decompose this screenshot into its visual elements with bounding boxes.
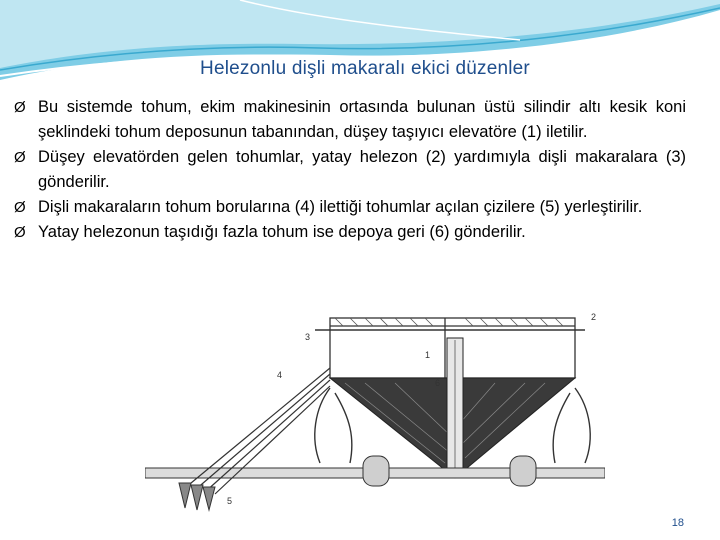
page-number: 18 — [671, 517, 684, 529]
bullet-list — [14, 95, 686, 245]
bullet-item — [14, 95, 686, 145]
diagram-label-1: 1 — [425, 350, 431, 360]
diagram-label-4: 4 — [277, 370, 283, 380]
arrow-bullet-icon: Ø — [14, 149, 26, 166]
bullet-text: Düşey elevatörden gelen tohumlar, yatay helezon (2) yardımıyla dişli makaralara (3) gönderilir. — [38, 148, 686, 191]
support-wheel — [510, 456, 536, 486]
bullet-item — [14, 145, 686, 195]
diagram-label-3: 3 — [305, 332, 311, 342]
arrow-bullet-icon: Ø — [14, 224, 26, 241]
slide-title: Helezonlu dişli makaralı ekici düzenler — [200, 58, 530, 79]
arrow-bullet-icon: Ø — [14, 99, 26, 116]
bullet-text: Bu sistemde tohum, ekim makinesinin ortasında bulunan üstü silindir altı kesik koni şeklindeki tohum deposunun tabanından, düşey taşıyıcı elevatöre (1) iletilir. — [38, 98, 686, 141]
support-wheel — [363, 456, 389, 486]
diagram-label-2: 2 — [591, 312, 597, 322]
bullet-text: Yatay helezonun taşıdığı fazla tohum ise depoya geri (6) gönderilir. — [38, 223, 526, 241]
bullet-text: Dişli makaraların tohum borularına (4) ilettiği tohumlar açılan çizilere (5) yerleştirilir. — [38, 198, 643, 216]
arrow-bullet-icon: Ø — [14, 199, 26, 216]
diagram-label-6: 6 — [435, 378, 441, 388]
diagram-label-5: 5 — [227, 496, 233, 506]
bullet-item — [14, 220, 686, 245]
furrow-openers — [179, 483, 215, 510]
lid-hatching — [335, 318, 563, 326]
seeder-diagram — [145, 298, 605, 528]
bullet-item — [14, 195, 686, 220]
